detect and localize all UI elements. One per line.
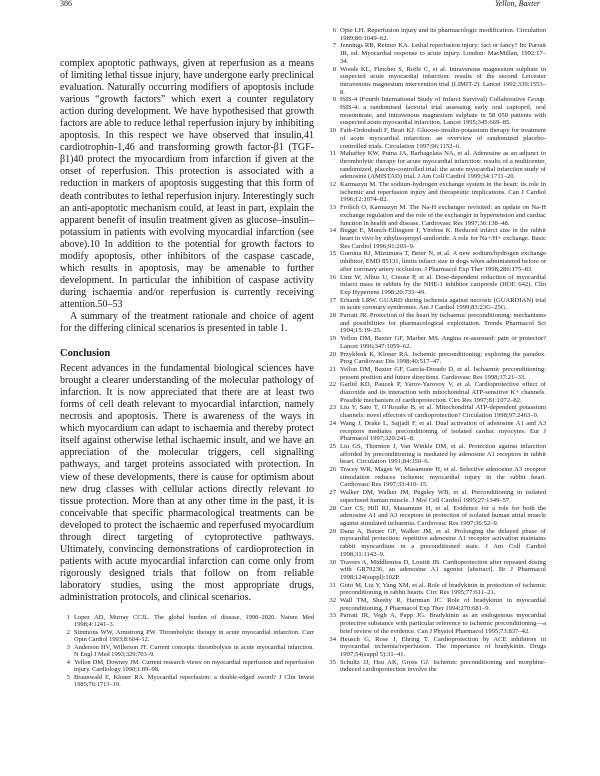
reference-number: 32 (329, 597, 336, 605)
reference-number: 21 (329, 365, 336, 373)
reference-number: 14 (329, 227, 336, 235)
reference-number: 27 (329, 489, 336, 497)
reference-item (326, 505, 546, 528)
reference-item (326, 366, 546, 381)
reference-number: 10 (329, 127, 336, 135)
reference-text: Schultz JJ, Hsu AK, Gross GJ. Ischemic preconditioning and morphine-induced cardioprotection involve the (340, 658, 546, 674)
reference-item (326, 227, 546, 250)
reference-item (326, 335, 546, 350)
reference-number: 33 (329, 612, 336, 620)
reference-text: Liu Y, Sato T, O’Rourke B, et al. Mitochondrial ATP-dependent potassium channels: novel effectors of cardioprotection? Circulation 1998;97:2463–9. (340, 404, 546, 420)
reference-text: Walker DM, Walker JM, Pugsley WB, et al. Preconditioning in isolated superfused human muscle. J Mol Cell Cardiol 1995;27:1349–57. (340, 489, 546, 504)
reference-text: Liu GS, Thornton J, Van Winkle DM, et al. Protection against infarction afforded by preconditioning is mediated by adenosine A1 receptors in rabbit heart. Circulation 1991;84:350–6. (340, 442, 546, 466)
reference-item (326, 612, 546, 635)
reference-text: Goto M, Liu Y, Yang XM, et al. Role of bradykinin in protection of ischemic preconditioning in rabbit hearts. Circ Res 1995;77:611–21. (340, 581, 546, 597)
reference-number: 31 (329, 581, 336, 589)
reference-text: Braunwald E, Kloner RA. Myocardial reperfusion: a double-edged sword? J Clin Invest 1985;76:1713–19. (74, 673, 314, 689)
reference-number: 2 (66, 628, 70, 636)
reference-item (326, 420, 546, 443)
reference-number: 35 (329, 658, 336, 666)
reference-item (326, 636, 546, 659)
reference-item (326, 404, 546, 419)
reference-item (326, 528, 546, 559)
reference-item (60, 614, 314, 629)
reference-number: 28 (329, 504, 336, 512)
reference-text: Yellon DM, Baxter GF, Marber MS. Angina re-assessed: pain or protector? Lancet 1996;347:1059–62. (340, 335, 546, 350)
reference-text: Heusch G, Rose J, Ehring T. Cardioprotection by ACE inhibitors in myocardial ischemia/reperfusion. The importance of bradykinin. Drugs 1997;54(suppl 5):31–41. (340, 635, 546, 658)
reference-text: Jennings RB, Reimer KA. Lethal reperfusion injury: fact or fancy? In: Parratt JR, ed. Myocardial response to acute injury. London: MacMillan, 1992:17–34. (340, 42, 546, 65)
reference-number: 8 (332, 65, 336, 73)
reference-item (326, 250, 546, 273)
reference-item (326, 582, 546, 597)
reference-number: 11 (329, 150, 336, 158)
reference-text: Tracey WR, Magee W, Masamune H, et al. Selective adenosine A3 receptor stimulation reduces ischemic myocardial injury in the rabbit heart. Cardiovasc Res 1997;33:410–15. (340, 466, 546, 489)
reference-item (326, 489, 546, 504)
reference-text: Mahaffey KW, Puma JA, Barbagelata NA, et al. Adenosine as an adjunct to thrombolytic therapy for acute myocardial infarction: results of a multicenter, randomized, placebo-controlled trial: the acute myocardial infarction study of adenosine (AMISTAD) trial. J Am Coll Cardiol 1999;34:1711–20. (340, 150, 546, 181)
reference-item (326, 274, 546, 297)
reference-number: 34 (329, 635, 336, 643)
reference-number: 19 (329, 335, 336, 343)
reference-text: Woods KL, Fletcher S, Roffe C, et al. Intravenous magnesium sulphate in suspected acute myocardial infarction: results of the second Leicester intravenous magnesium intervention trial (LIMIT-2). Lancet 1992;339:1553–8. (340, 65, 546, 96)
reference-text: Simmons WW, Armstrong PW. Thrombolytic therapy in acute myocardial infarction. Curr Opin Cardiol 1993;8:604–12. (74, 628, 314, 644)
reference-item (326, 443, 546, 466)
reference-item (326, 659, 546, 674)
reference-text: Travers A, Middlemiss D, Louttit JB. Cardioprotection after repeated dosing with GR79236, an adenosine A1 agonist [abstract]. Br J Pharmacol 1998;124(suppl):102P. (340, 558, 546, 581)
reference-item (326, 66, 546, 97)
reference-text: Bugge E, Munch-Ellingsen J, Ytrehus K. Reduced infarct size in the rabbit heart in vivo by ethylisopropyl-amiloride. A role for Na+/H+ exchange. Basic Res Cardiol 1996;91:203–9. (340, 227, 546, 250)
reference-number: 7 (332, 42, 336, 50)
reference-number: 3 (66, 643, 70, 651)
reference-item (60, 674, 314, 689)
reference-number: 30 (329, 558, 336, 566)
reference-list (60, 614, 314, 689)
page-number: 386 (60, 0, 72, 8)
reference-number: 25 (329, 442, 336, 450)
running-head: Yellon, Baxter (494, 0, 540, 8)
reference-text: Parratt JR, Vegh A, Papp JG. Bradykinin as an endogenous myocardial protective substance with particular reference to ischemic preconditioning—a brief review of the evidence. Can J Physiol Pharmacol 1995;73:837–42. (340, 612, 546, 635)
body-paragraph: A summary of the treatment rationale and choice of agent for the differing clinical scenarios is presented in table 1. (60, 310, 314, 335)
reference-item (326, 96, 546, 127)
reference-text: Wall TM, Sheehy R, Hartman JC. Role of bradykinin in myocardial preconditioning. J Pharmacol Exp Ther 1994;270:681–9. (340, 597, 546, 612)
reference-item (326, 150, 546, 181)
reference-number: 23 (329, 404, 336, 412)
reference-number: 29 (329, 527, 336, 535)
reference-number: 15 (329, 250, 336, 258)
left-column (60, 58, 314, 689)
reference-text: Przyklenk K, Kloner RA. Ischemic preconditioning: exploring the paradox. Prog Cardiovasc Dis 1998;40:517–47. (340, 350, 546, 366)
reference-number: 13 (329, 204, 336, 212)
reference-number: 22 (329, 381, 336, 389)
reference-item (60, 629, 314, 644)
reference-text: Frolich O, Karmazyn M. The Na-H exchanger revisited: an update on Na-H exchange regulation and the role of the exchanger in hypertension and cardiac function in health and disease. Cardiovasc Res 1997;36:138–48. (340, 204, 546, 227)
page-header (60, 0, 540, 24)
reference-text: Linz W, Albus U, Crause P, et al. Dose-dependent reduction of myocardial infarct mass in rabbits by the NHE-1 inhibitor cariporide (HOE 642). Clin Exp Hypertens 1998;20:733–49. (340, 273, 546, 296)
reference-number: 16 (329, 273, 336, 281)
reference-item (326, 312, 546, 335)
reference-text: Yellon DM, Baxter GF, Garcia-Dorado D, et al. Ischaemic preconditioning: present position and future directions. Cardiovasc Res 1998;37:21–33. (340, 365, 546, 381)
reference-text: Carr CS, Hill RJ, Masamune H, et al. Evidence for a role for both the adenosine A1 and A3 receptors in protection of isolated human atrial muscle against simulated ischaemia. Cardiovasc Res 1997;36:52–9. (340, 504, 546, 527)
reference-item (326, 381, 546, 404)
reference-text: Fath-Ordoubadi F, Beatt KJ. Glucose-insulin-potassium therapy for treatment of acute myocardial infarction: an overview of randomized placebo-controlled trials. Circulation 1997;96:1152–6. (340, 127, 546, 150)
body-paragraph: complex apoptotic pathways, given at reperfusion as a means of limiting lethal tissue injury, have undergone early preclinical evaluation. Naturally occurring modifiers of apoptosis include various “growth factors” which exert a counter regulatory action during development. We have hypothesised that growth factors are able to reduce lethal reperfusion injury by inhibiting apoptosis. In this respect we have observed that insulin,41 cardiotrophin-1,46 and transforming growth factor-β1 (TGF-β1)40 protect the myocardium from infarction if given at the onset of reperfusion. This protection is associated with a reduction in markers of apoptosis suggesting that this form of death contributes to lethal reperfusion injury. Interestingly such an anti-apoptotic mechanism could, at least in part, explain the apparent benefit of insulin treatment given as glucose–insulin–potassium in patients with evolving myocardial infarction (see above).10 In addition to the potential for growth factors to modify apoptosis, other inhibitors of the caspase cascade, which results in apoptosis, may be amenable to further development. In particular the inhibition of caspase activity during ischaemia and/or reperfusion is currently receiving attention.50–53 (60, 58, 314, 310)
reference-item (326, 597, 546, 612)
reference-number: 26 (329, 466, 336, 474)
reference-item (326, 42, 546, 65)
reference-text: Gumina RJ, Mizumura T, Beier N, et al. A new sodium/hydrogen exchange inhibitor, EMD 85131, limits infarct size in dogs when administered before or after coronary artery occlusion. J Pharmacol Exp Ther 1998;286:175–83. (340, 250, 546, 273)
reference-item (60, 659, 314, 674)
reference-item (326, 351, 546, 366)
reference-number: 1 (66, 614, 70, 622)
reference-number: 12 (329, 181, 336, 189)
reference-number: 4 (66, 658, 70, 666)
reference-text: Yellon DM, Downey JM. Current research views on myocardial reperfusion and reperfusion injury. Cardiology 1990;1:89–98. (74, 658, 314, 674)
reference-number: 18 (329, 312, 336, 320)
reference-item (60, 644, 314, 659)
reference-item (326, 559, 546, 582)
conclusion-heading: Conclusion (60, 348, 111, 360)
reference-text: Parratt JR. Protection of the heart by ischaemic preconditioning: mechanisms and possibilities for pharmacological exploitation. Trends Pharmacol Sci 1994;15:19–25. (340, 312, 546, 335)
reference-list (326, 27, 546, 674)
reference-item (326, 181, 546, 204)
reference-number: 6 (332, 27, 336, 34)
reference-text: Wang J, Drake L, Sajjadi F, et al. Dual activation of adenosine A1 and A3 receptors mediates preconditioning of isolated cardiac myocytes. Eur J Pharmacol 1997;320:241–8. (340, 419, 546, 443)
conclusion-paragraph: Recent advances in the fundamental biological sciences have brought a clearer understanding of the molecular pathology of infarction. It is now appreciated that there are at least two forms of cell death relevant to myocardial infarction, namely necrosis and apoptosis. There is awareness of the ways in which myocardium can adapt to ischaemia and thereby protect itself against otherwise lethal ischaemic insult, and we have an appreciation of the molecular triggers, cell signalling pathways, and target proteins associated with protection. In view of these developments, there is cause for optimism about new drug classes with cellular actions directly relevant to tissue protection. More than at any other time in the past, it is conceivable that specific pharmacological treatments can be developed to protect the ischaemic and reperfused myocardium through direct targeting of cytoprotective pathways. Ultimately, convincing demonstrations of cardioprotection in patients with acute myocardial infarction can come only from rigorously designed trials that follow on from reliable laboratory studies, using the most appropriate drugs, administration protocols, and clinical scenarios. (60, 363, 314, 603)
reference-text: Dana A, Baxter GF, Walker JM, et al. Prolonging the delayed phase of myocardial protection: repetitive adenosine A1 receptor activation maintains rabbit myocardium in a preconditioned state. J Am Coll Cardiol 1998;31:1142–9. (340, 527, 546, 558)
reference-item (326, 127, 546, 150)
reference-number: 17 (329, 296, 336, 304)
reference-item (326, 297, 546, 312)
reference-number: 9 (332, 96, 336, 104)
reference-text: Anderson HV, Willerson JT. Current concepts: thrombolysis in acute myocardial infarction. N Engl J Med 1993;329:703–9. (74, 643, 314, 659)
right-column (326, 27, 546, 674)
reference-text: Erhardt LRW. GUARD during ischemia against necrosis (GUARDIAN) trial in acute coronary syndromes. Am J Cardiol 1999;83:23G–25G. (340, 296, 546, 312)
reference-text: ISIS-4 (Fourth International Study of Infarct Survival) Collaborative Group. ISIS-4: a randomised factorial trial assessing early oral captopril, oral mononitrate, and intravenous magnesium sulphate in 58 050 patients with suspected acute myocardial infarction. Lancet 1995;345:669–85. (340, 96, 546, 127)
reference-text: Garlid KD, Paucek P, Yarov-Yarovoy V, et al. Cardioprotective effect of diazoxide and its interaction with mitochondrial ATP-sensitive K+ channels. Possible mechanism of cardioprotection. Circ Res 1997;81:1072–82. (340, 381, 546, 404)
reference-item (326, 204, 546, 227)
reference-number: 20 (329, 350, 336, 358)
reference-number: 24 (329, 419, 336, 427)
reference-text: Opie LH. Reperfusion injury and its pharmacologic modification. Circulation 1989;80:1049–62. (340, 27, 546, 42)
reference-text: Karmazyn M. The sodium-hydrogen exchange system in the heart: its role in ischemic and reperfusion injury and therapeutic implications. Can J Cardiol 1996;12:1074–82. (340, 181, 546, 204)
reference-number: 5 (66, 673, 70, 681)
reference-item (326, 27, 546, 42)
reference-item (326, 466, 546, 489)
reference-text: Lopez AD, Murray CCJL. The global burden of disease, 1990–2020. Nature Med 1998;4:1241–3. (74, 614, 314, 629)
